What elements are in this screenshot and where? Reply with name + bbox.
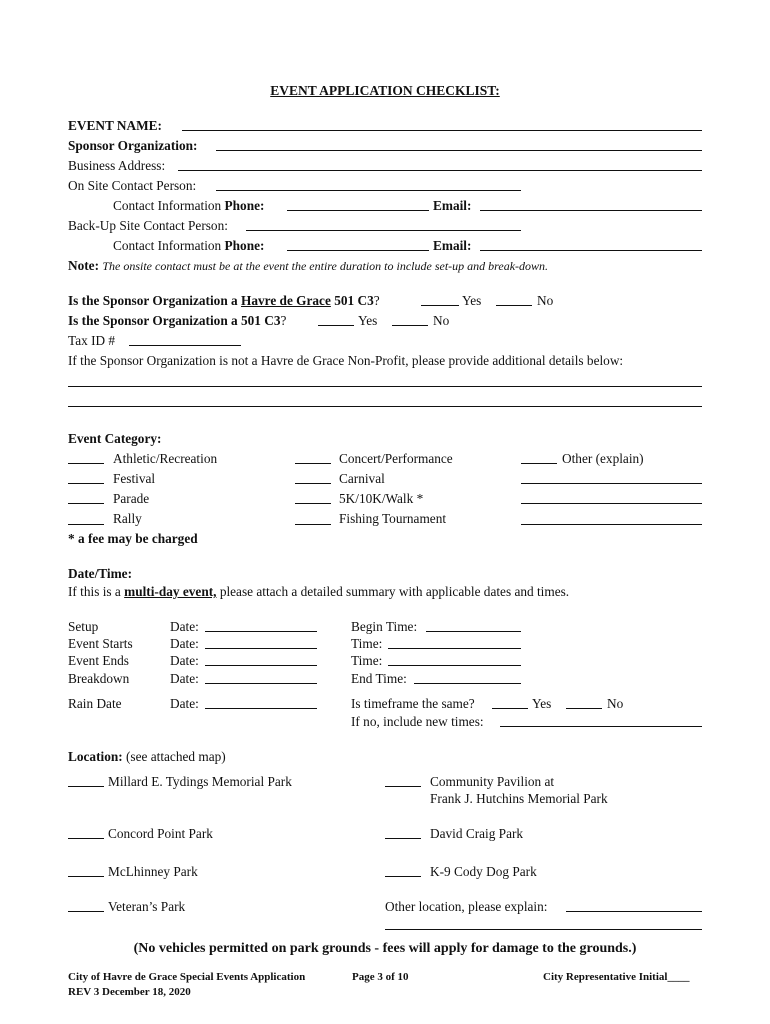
category-blank[interactable] <box>68 483 104 484</box>
event-name-field[interactable] <box>182 130 702 131</box>
other-location-label: Other location, please explain: <box>385 899 548 914</box>
date-field[interactable] <box>205 648 317 649</box>
location-blank[interactable] <box>68 876 104 877</box>
category-item: Athletic/Recreation <box>113 451 218 466</box>
sponsor-q2-yes-label: Yes <box>358 313 378 328</box>
location-item: Veteran’s Park <box>108 899 186 914</box>
sponsor-org-label: Sponsor Organization: <box>68 138 198 153</box>
tax-id-label: Tax ID # <box>68 333 116 348</box>
footer-org: City of Havre de Grace Special Events Application <box>68 971 306 983</box>
time-label: Begin Time: <box>351 619 418 634</box>
location-blank[interactable] <box>385 786 421 787</box>
sponsor-org-field[interactable] <box>216 150 702 151</box>
category-item: Festival <box>113 471 156 486</box>
rain-date-date-label: Date: <box>170 696 199 711</box>
sponsor-q1-no-label: No <box>537 293 554 308</box>
phone-field-2[interactable] <box>287 250 429 251</box>
sponsor-q1-no-blank[interactable] <box>496 305 532 306</box>
time-label: Time: <box>351 653 383 668</box>
location-item: McLhinney Park <box>108 864 198 879</box>
footer-revision: REV 3 December 18, 2020 <box>68 986 191 998</box>
rain-date-field[interactable] <box>205 708 317 709</box>
other-explain-line-3[interactable] <box>521 524 702 525</box>
datetime-intro: If this is a multi-day event, please attach a detailed summary with applicable dates and times. <box>68 584 570 599</box>
location-blank[interactable] <box>68 786 104 787</box>
location-item: Millard E. Tydings Memorial Park <box>108 774 292 789</box>
date-label: Date: <box>170 619 199 634</box>
timeframe-same-question: Is timeframe the same? <box>351 696 475 711</box>
location-item: David Craig Park <box>430 826 524 841</box>
email-label-2: Email: <box>433 238 472 253</box>
sponsor-question-2: Is the Sponsor Organization a 501 C3? <box>68 313 287 328</box>
category-blank[interactable] <box>295 503 331 504</box>
sponsor-q2-no-blank[interactable] <box>392 325 428 326</box>
location-blank[interactable] <box>385 838 421 839</box>
time-field[interactable] <box>388 648 521 649</box>
other-explain-line-2[interactable] <box>521 503 702 504</box>
backup-contact-field[interactable] <box>246 230 521 231</box>
timeframe-yes-blank[interactable] <box>492 708 528 709</box>
time-label: Time: <box>351 636 383 651</box>
category-item: Carnival <box>339 471 385 486</box>
tax-id-field[interactable] <box>129 345 241 346</box>
category-blank[interactable] <box>68 524 104 525</box>
category-blank[interactable] <box>68 463 104 464</box>
email-field-2[interactable] <box>480 250 702 251</box>
location-item: K-9 Cody Dog Park <box>430 864 537 879</box>
time-field[interactable] <box>388 665 521 666</box>
timeframe-yes-label: Yes <box>532 696 552 711</box>
contact-info-label-2: Contact Information Phone: <box>113 238 265 253</box>
sponsor-details-line-1[interactable] <box>68 386 702 387</box>
date-field[interactable] <box>205 631 317 632</box>
category-item: Other (explain) <box>562 451 644 466</box>
schedule-row-label: Breakdown <box>68 671 130 686</box>
timeframe-no-blank[interactable] <box>566 708 602 709</box>
other-location-field-1[interactable] <box>566 911 702 912</box>
contact-info-label-1: Contact Information Phone: <box>113 198 265 213</box>
sponsor-q2-no-label: No <box>433 313 450 328</box>
time-field[interactable] <box>414 683 521 684</box>
category-blank[interactable] <box>68 503 104 504</box>
onsite-contact-field[interactable] <box>216 190 521 191</box>
event-category-heading: Event Category: <box>68 431 162 446</box>
new-times-label: If no, include new times: <box>351 714 484 729</box>
schedule-row-label: Setup <box>68 619 99 634</box>
sponsor-details-line-2[interactable] <box>68 406 702 407</box>
sponsor-q1-yes-label: Yes <box>462 293 482 308</box>
backup-contact-label: Back-Up Site Contact Person: <box>68 218 228 233</box>
sponsor-q1-yes-blank[interactable] <box>421 305 459 306</box>
date-label: Date: <box>170 671 199 686</box>
rain-date-label: Rain Date <box>68 696 122 711</box>
date-label: Date: <box>170 636 199 651</box>
footer-initial: City Representative Initial____ <box>543 971 690 983</box>
other-explain-line-1[interactable] <box>521 483 702 484</box>
event-name-label: EVENT NAME: <box>68 118 162 133</box>
vehicle-warning: (No vehicles permitted on park grounds - fees will apply for damage to the grounds.) <box>133 941 637 956</box>
location-blank[interactable] <box>68 838 104 839</box>
category-item: Parade <box>113 491 150 506</box>
location-heading: Location: (see attached map) <box>68 749 226 764</box>
onsite-contact-label: On Site Contact Person: <box>68 178 197 193</box>
business-address-label: Business Address: <box>68 158 166 173</box>
category-blank[interactable] <box>295 524 331 525</box>
note: Note: The onsite contact must be at the event the entire duration to include set-up and break-down. <box>68 258 549 273</box>
email-label-1: Email: <box>433 198 472 213</box>
fee-note: * a fee may be charged <box>68 531 198 546</box>
category-blank[interactable] <box>295 483 331 484</box>
page-title: EVENT APPLICATION CHECKLIST: <box>270 83 500 98</box>
schedule-row-label: Event Ends <box>68 653 129 668</box>
category-blank[interactable] <box>521 463 557 464</box>
new-times-field[interactable] <box>500 726 702 727</box>
email-field-1[interactable] <box>480 210 702 211</box>
timeframe-no-label: No <box>607 696 624 711</box>
schedule-row-label: Event Starts <box>68 636 133 651</box>
category-item: Rally <box>113 511 142 526</box>
business-address-field[interactable] <box>178 170 702 171</box>
sponsor-question-1: Is the Sponsor Organization a Havre de Grace 501 C3? <box>68 293 380 308</box>
date-field[interactable] <box>205 683 317 684</box>
time-label: End Time: <box>351 671 407 686</box>
category-blank[interactable] <box>295 463 331 464</box>
time-field[interactable] <box>426 631 521 632</box>
location-item: Community Pavilion at <box>430 774 555 789</box>
sponsor-details-prompt: If the Sponsor Organization is not a Havre de Grace Non-Profit, please provide additional details below: <box>68 353 624 368</box>
datetime-heading: Date/Time: <box>68 566 133 581</box>
phone-field-1[interactable] <box>287 210 429 211</box>
other-location-field-2[interactable] <box>385 929 702 930</box>
category-item: Concert/Performance <box>339 451 453 466</box>
location-blank[interactable] <box>68 911 104 912</box>
date-label: Date: <box>170 653 199 668</box>
sponsor-q2-yes-blank[interactable] <box>318 325 354 326</box>
category-item: Fishing Tournament <box>339 511 447 526</box>
category-item: 5K/10K/Walk * <box>339 491 424 506</box>
footer-page-number: Page 3 of 10 <box>352 971 409 983</box>
location-item: Concord Point Park <box>108 826 213 841</box>
location-item-subline: Frank J. Hutchins Memorial Park <box>430 791 608 806</box>
location-blank[interactable] <box>385 876 421 877</box>
date-field[interactable] <box>205 665 317 666</box>
